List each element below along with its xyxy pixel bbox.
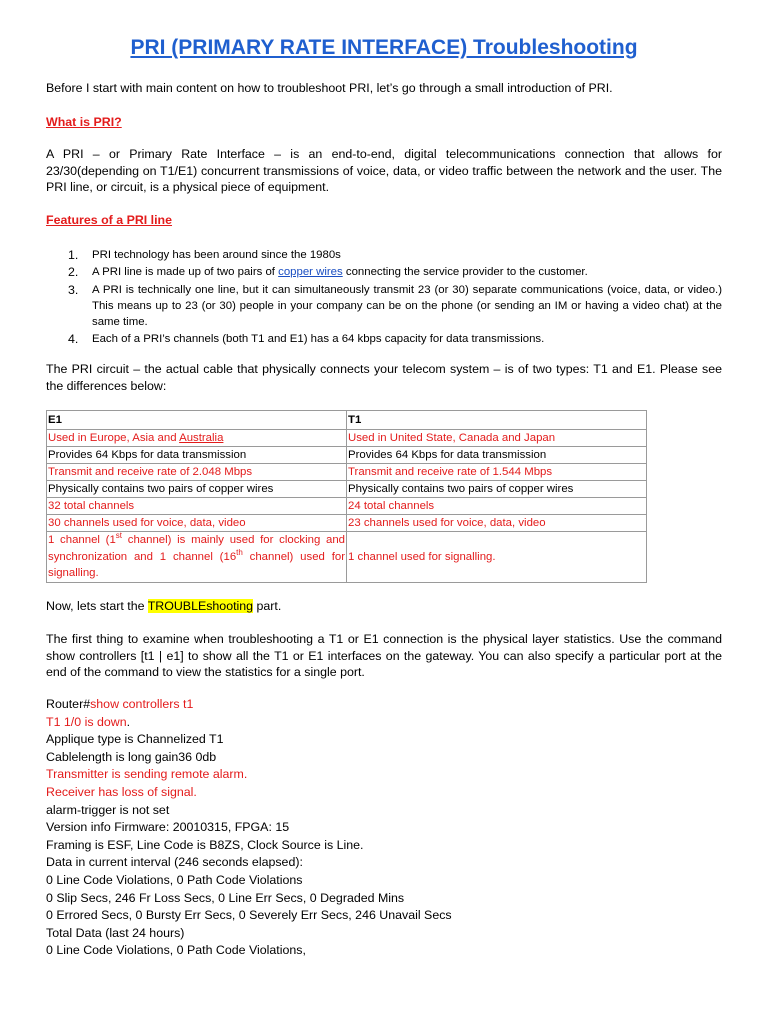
what-is-pri-paragraph: A PRI – or Primary Rate Interface – is an end-to-end, digital telecommunications connection that allows for 23/30(depending on T1/E1) concurrent transmissions of voice, data, or video traffic between the network and the user. The PRI line, or circuit, is a physical piece of equipment. (46, 147, 722, 194)
table-row (47, 481, 647, 498)
list-item-text: A PRI is technically one line, but it can simultaneously transmit 23 (or 30) separate communications (voice, data, or video.) This means up to 23 (or 30) people in your company can be on the phone (or sending an IM or having a video chat) at the same time. (92, 283, 722, 329)
cli-line: Version info Firmware: 20010315, FPGA: 15 (46, 820, 290, 835)
list-number: 2. (68, 265, 79, 280)
table-cell-e1: Provides 64 Kbps for data transmission (47, 447, 347, 464)
table-cell-t1: Physically contains two pairs of copper wires (347, 481, 647, 498)
table-cell-e1: Transmit and receive rate of 2.048 Mbps (47, 464, 347, 481)
table-cell-t1: Transmit and receive rate of 1.544 Mbps (347, 464, 647, 481)
highlighted-text: TROUBLEshooting (147, 599, 254, 613)
cli-command-line: Router#show controllers t1 (46, 697, 194, 711)
list-item (46, 247, 722, 263)
physical-layer-paragraph: The first thing to examine when troubleshooting a T1 or E1 connection is the physical layer statistics. Use the command show controllers [t1 | e1] to show all the T1 or E1 interfaces on the gateway. You can also specify a particular port at the end of the command to view the statistics for a single port. (46, 632, 722, 679)
australia-link[interactable]: Australia (179, 432, 224, 444)
cli-line: T1 1/0 is down. (46, 714, 131, 729)
cli-line: 0 Line Code Violations, 0 Path Code Violations (46, 872, 303, 887)
cli-line: Receiver has loss of signal. (46, 784, 197, 799)
list-item-text: PRI technology has been around since the 1980s (92, 249, 341, 261)
cli-line: Cablelength is long gain36 0db (46, 749, 217, 764)
table-row (47, 447, 647, 464)
list-item-text: Each of a PRI’s channels (both T1 and E1) has a 64 kbps capacity for data transmissions. (92, 333, 545, 346)
table-cell-t1: 23 channels used for voice, data, video (347, 515, 647, 532)
cli-line: Applique type is Channelized T1 (46, 732, 224, 747)
cli-line: Total Data (last 24 hours) (46, 925, 185, 940)
cli-line: Data in current interval (246 seconds elapsed): (46, 855, 303, 870)
table-header-row (47, 411, 647, 430)
table-cell-t1: 1 channel used for signalling. (347, 532, 647, 583)
table-cell-t1: Provides 64 Kbps for data transmission (347, 447, 647, 464)
cli-output (46, 696, 722, 960)
table-cell-e1: 1 channel (1st channel) is mainly used for clocking and synchronization and 1 channel (16th channel) used for signalling. (47, 532, 347, 583)
table-cell-t1: Used in United State, Canada and Japan (347, 430, 647, 447)
list-item-text: A PRI line is made up of two pairs of (92, 266, 279, 279)
table-row (47, 515, 647, 532)
list-number: 4. (68, 332, 79, 347)
cli-line: alarm-trigger is not set (46, 802, 170, 817)
circuit-paragraph: The PRI circuit – the actual cable that physically connects your telecom system – is of two types: T1 and E1. Please see the differences below: (46, 362, 722, 393)
list-item (46, 331, 722, 347)
cli-line: 0 Line Code Violations, 0 Path Code Violations, (46, 943, 306, 958)
copper-wires-link[interactable]: copper wires (278, 266, 343, 279)
list-item-text: connecting the service provider to the customer. (342, 266, 588, 279)
features-heading: Features of a PRI line (46, 213, 173, 227)
table-cell-e1: Used in Europe, Asia and Australia (47, 430, 347, 447)
table-cell-t1: 24 total channels (347, 498, 647, 515)
table-row (47, 430, 647, 447)
table-row (47, 464, 647, 481)
column-header-t1: T1 (347, 411, 647, 430)
e1-t1-comparison-table (46, 410, 647, 583)
page-title: PRI (PRIMARY RATE INTERFACE) Troubleshooting (130, 36, 638, 59)
what-is-pri-heading: What is PRI? (46, 115, 122, 129)
table-cell-e1: Physically contains two pairs of copper wires (47, 481, 347, 498)
table-row (47, 532, 647, 583)
table-cell-e1: 30 channels used for voice, data, video (47, 515, 347, 532)
list-number: 1. (68, 248, 79, 262)
cli-line: Framing is ESF, Line Code is B8ZS, Clock Source is Line. (46, 837, 364, 852)
features-list (46, 247, 722, 349)
table-row (47, 498, 647, 515)
list-number: 3. (68, 282, 79, 297)
cli-line: 0 Slip Secs, 246 Fr Loss Secs, 0 Line Err Secs, 0 Degraded Mins (46, 890, 405, 905)
cli-line: 0 Errored Secs, 0 Bursty Err Secs, 0 Severely Err Secs, 246 Unavail Secs (46, 908, 452, 923)
table-cell-e1: 32 total channels (47, 498, 347, 515)
column-header-e1: E1 (47, 411, 347, 430)
cli-command: show controllers t1 (90, 697, 194, 711)
list-item (46, 282, 722, 331)
cli-line: Transmitter is sending remote alarm. (46, 767, 248, 782)
intro-paragraph: Before I start with main content on how to troubleshoot PRI, let’s go through a small introduction of PRI. (46, 81, 613, 95)
list-item (46, 264, 722, 280)
start-paragraph: Now, lets start the TROUBLEshooting part. (46, 599, 282, 613)
